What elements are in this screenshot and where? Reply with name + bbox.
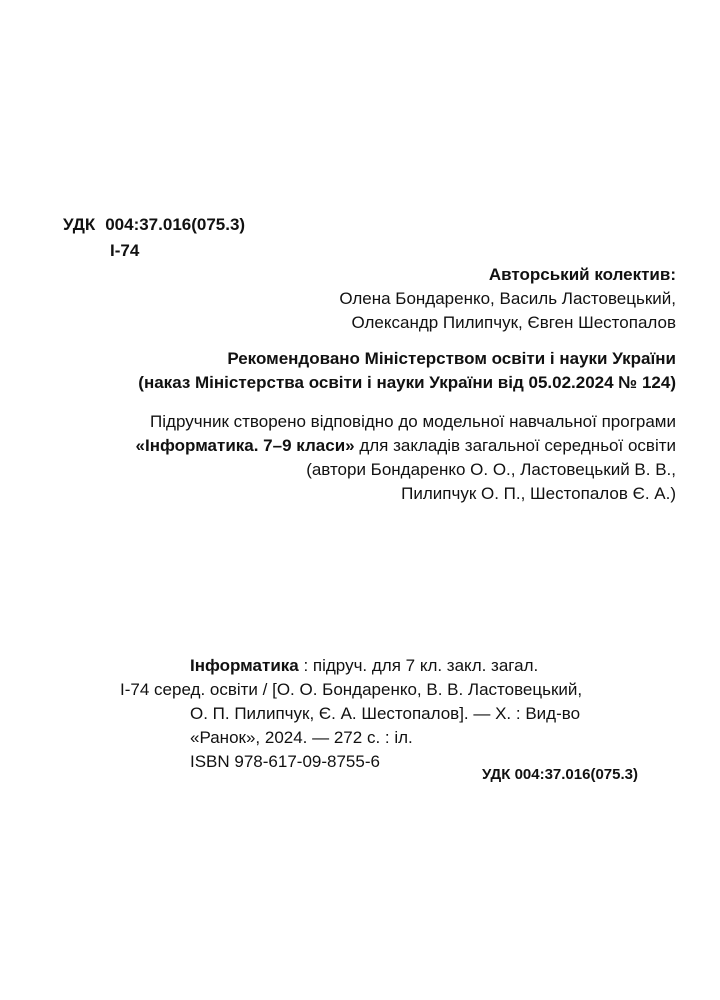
textbook-note-block: [136, 410, 676, 506]
recommendation-block: [138, 347, 676, 395]
biblio-code: І-74: [120, 680, 150, 699]
textbook-note-line-3: (автори Бондаренко О. О., Ластовецький В. В.,: [306, 460, 676, 479]
recommendation-line-1: Рекомендовано Міністерством освіти і науки України: [227, 349, 676, 368]
program-audience: для закладів загальної середньої освіти: [354, 436, 676, 455]
author-sign-code: І-74: [110, 241, 140, 260]
biblio-title-rest: : підруч. для 7 кл. закл. загал.: [298, 656, 539, 675]
biblio-line-1: [120, 654, 636, 678]
authors-line-1: Олена Бондаренко, Василь Ластовецький,: [339, 289, 676, 308]
authors-heading: Авторський колектив:: [488, 265, 676, 284]
authors-line-2: Олександр Пилипчук, Євген Шестопалов: [351, 313, 676, 332]
biblio-title: Інформатика: [190, 656, 299, 675]
biblio-line-2-text: серед. освіти / [О. О. Бондаренко, В. В. Ластовецький,: [154, 680, 583, 699]
udk-bottom: УДК 004:37.016(075.3): [481, 766, 638, 783]
recommendation-line-2: (наказ Міністерства освіти і науки України від 05.02.2024 № 124): [138, 373, 676, 392]
textbook-note-line-1: Підручник створено відповідно до модельної навчальної програми: [150, 412, 676, 431]
biblio-line-4: «Ранок», 2024. — 272 с. : іл.: [190, 728, 413, 747]
udk-number: 004:37.016(075.3): [105, 215, 246, 234]
textbook-note-line-2: [136, 434, 676, 458]
program-title: «Інформатика. 7–9 класи»: [135, 436, 355, 455]
udk-label: УДК: [63, 215, 96, 234]
isbn: ISBN 978-617-09-8755-6: [190, 752, 380, 771]
biblio-line-2: [120, 678, 636, 702]
bibliographic-record: [120, 654, 636, 774]
biblio-line-3: О. П. Пилипчук, Є. А. Шестопалов]. — Х. : Вид-во: [190, 704, 581, 723]
udk-classification: [63, 212, 245, 264]
authors-block: [339, 263, 676, 335]
textbook-note-line-4: Пилипчук О. П., Шестопалов Є. А.): [401, 484, 676, 503]
